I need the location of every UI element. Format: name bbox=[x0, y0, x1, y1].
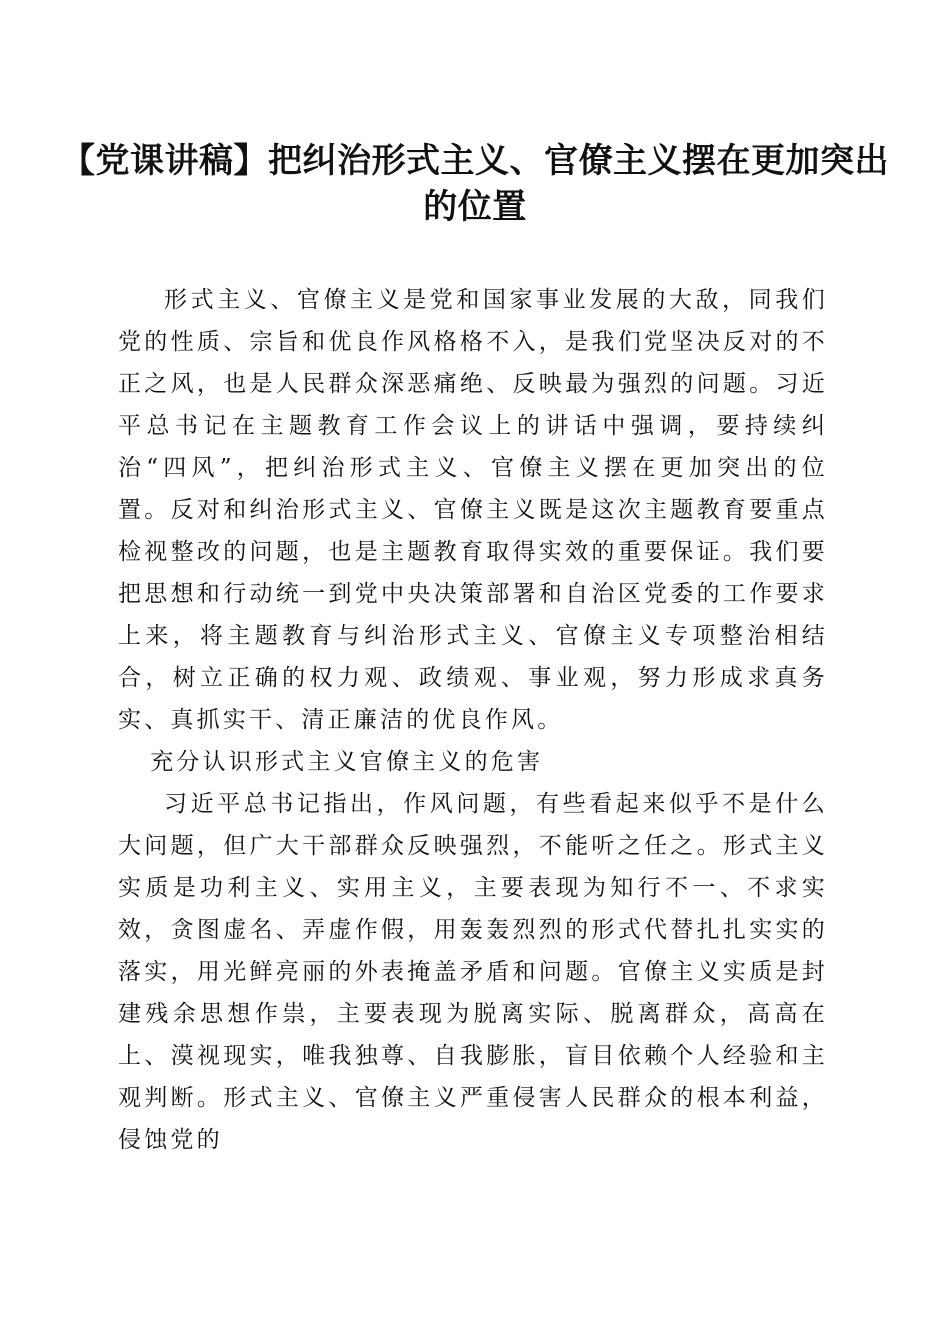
section-heading: 充分认识形式主义官僚主义的危害 bbox=[150, 749, 544, 775]
document-title: 【党课讲稿】把纠治形式主义、官僚主义摆在更加突出的位置 bbox=[61, 141, 889, 227]
body-paragraph-intro: 形式主义、官僚主义是党和国家事业发展的大敌，同我们党的性质、宗旨和优良作风格格不入，是我们党坚决反对的不正之风，也是人民群众深恶痛绝、反映最为强烈的问题。习近平总书记在主题教育工作会议上的讲话中强调，要持续纠治“四风”，把纠治形式主义、官僚主义摆在更加突出的位置。反对和纠治形式主义、官僚主义既是这次主题教育要重点检视整改的问题，也是主题教育取得实效的重要保证。我们要把思想和行动统一到党中央决策部署和自治区党委的工作要求上来，将主题教育与纠治形式主义、官僚主义专项整治相结合，树立正确的权力观、政绩观、事业观，努力形成求真务实、真抓实干、清正廉洁的优良作风。 bbox=[118, 287, 828, 733]
body-paragraph-harm: 习近平总书记指出，作风问题，有些看起来似乎不是什么大问题，但广大干部群众反映强烈，不能听之任之。形式主义实质是功利主义、实用主义，主要表现为知行不一、不求实效，贪图虚名、弄虚作假，用轰轰烈烈的形式代替扎扎实实的落实，用光鲜亮丽的外表掩盖矛盾和问题。官僚主义实质是封建残余思想作祟，主要表现为脱离实际、脱离群众，高高在上、漠视现实，唯我独尊、自我膨胀，盲目依赖个人经验和主观判断。形式主义、官僚主义严重侵害人民群众的根本利益，侵蚀党的 bbox=[118, 791, 828, 1153]
document-body bbox=[118, 279, 828, 1161]
